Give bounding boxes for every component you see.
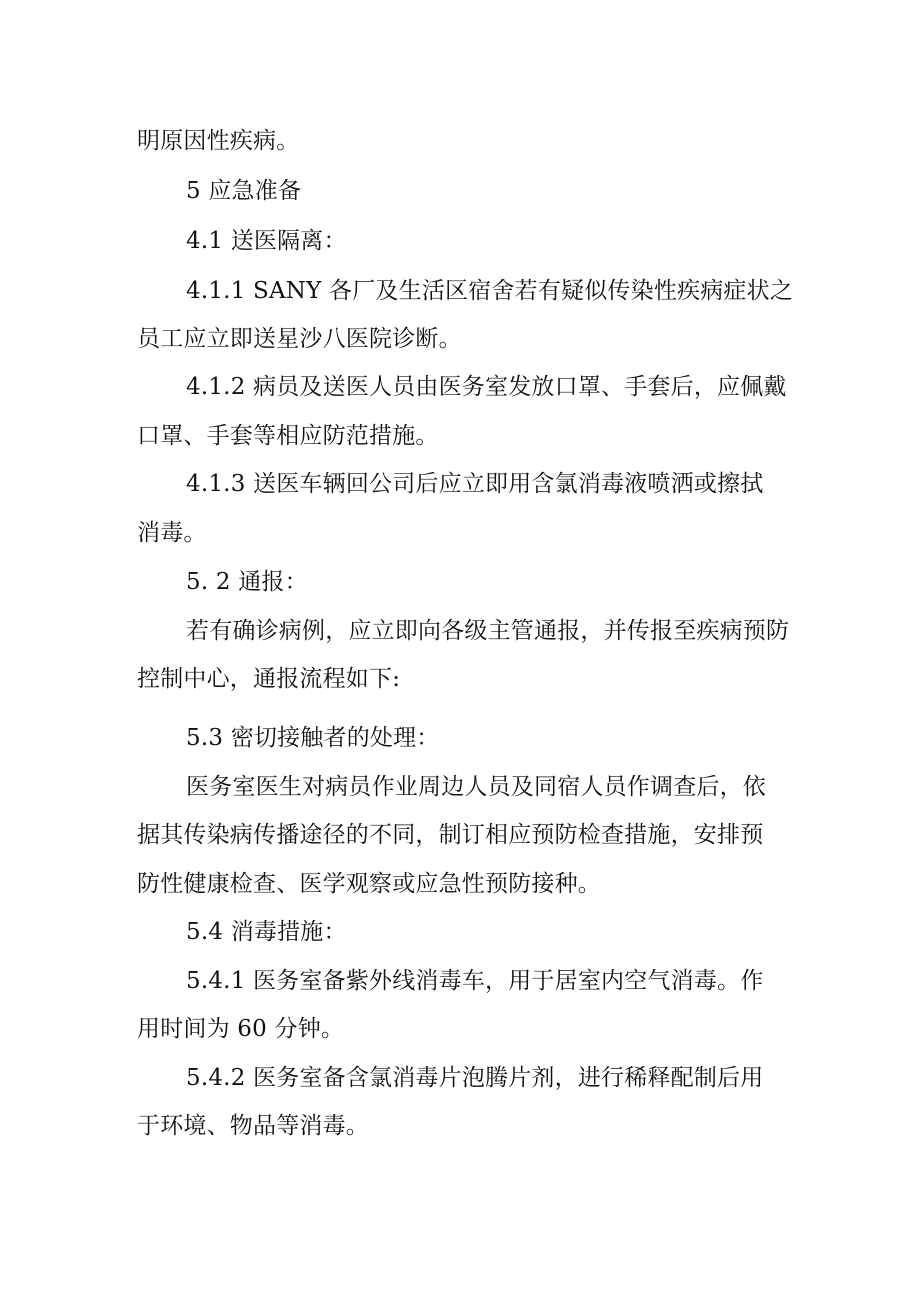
text-line-20: 5.4.2 医务室备含氯消毒片泡腾片剂，进行稀释配制后用 xyxy=(186,1065,764,1091)
text-line-1: 明原因性疾病。 xyxy=(137,128,300,154)
subsection-heading-close-contacts: 5.3 密切接触者的处理： xyxy=(186,725,440,751)
text-line-9: 消毒。 xyxy=(137,520,207,546)
subsection-heading-disinfection: 5.4 消毒措施： xyxy=(186,919,347,945)
subsection-heading-notification: 5. 2 通报： xyxy=(186,569,308,595)
text-line-19: 用时间为 60 分钟。 xyxy=(137,1016,345,1042)
subsection-heading-isolation: 4.1 送医隔离： xyxy=(186,228,347,254)
text-line-21: 于环境、物品等消毒。 xyxy=(137,1113,369,1139)
text-line-5: 员工应立即送星沙八医院诊断。 xyxy=(137,326,462,352)
text-line-18: 5.4.1 医务室备紫外线消毒车，用于居室内空气消毒。作 xyxy=(186,968,764,994)
section-heading-emergency-preparation: 5 应急准备 xyxy=(186,178,302,204)
text-line-12: 控制中心，通报流程如下: xyxy=(137,666,401,692)
text-line-6: 4.1.2 病员及送医人员由医务室发放口罩、手套后，应佩戴 xyxy=(186,374,787,400)
text-line-8: 4.1.3 送医车辆回公司后应立即用含氯消毒液喷洒或擦拭 xyxy=(186,471,764,497)
text-line-15: 据其传染病传播途径的不同，制订相应预防检查措施，安排预 xyxy=(137,822,764,848)
text-line-16: 防性健康检查、医学观察或应急性预防接种。 xyxy=(137,871,601,897)
text-line-4: 4.1.1 SANY 各厂及生活区宿舍若有疑似传染性疾病症状之 xyxy=(186,278,794,304)
text-line-7: 口罩、手套等相应防范措施。 xyxy=(137,423,439,449)
text-line-11: 若有确诊病例，应立即向各级主管通报，并传报至疾病预防 xyxy=(186,618,790,644)
text-line-14: 医务室医生对病员作业周边人员及同宿人员作调查后，依 xyxy=(186,774,766,800)
